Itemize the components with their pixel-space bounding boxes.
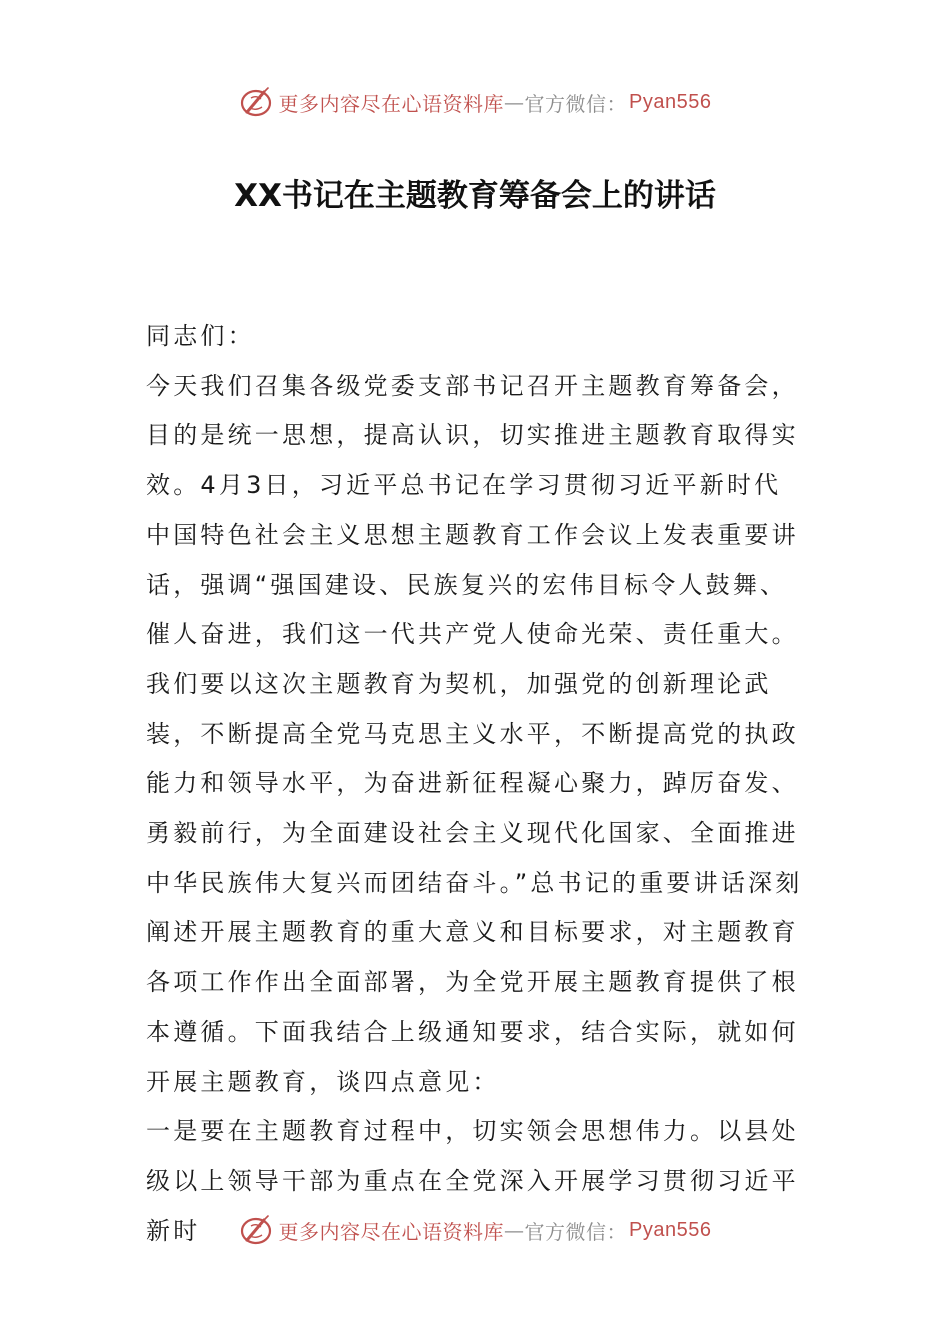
paragraph: 一是要在主题教育过程中，切实领会思想伟力。以县处级以上领导干部为重点在全党深入开展学习贯彻习近平新时 bbox=[146, 1117, 799, 1245]
banner-slogan: 更多内容尽在心语资料库 bbox=[278, 1219, 505, 1244]
banner-separator: — bbox=[504, 1218, 525, 1242]
banner-wechat-label: 官方微信： bbox=[524, 1219, 628, 1244]
banner-separator: — bbox=[504, 90, 525, 114]
pen-logo-icon bbox=[239, 84, 275, 120]
paragraph: 今天我们召集各级党委支部书记召开主题教育筹备会，目的是统一思想，提高认识，切实推进主题教育取得实效。4月3日，习近平总书记在学习贯彻习近平新时代中国特色社会主义思想主题教育工作会议上发表重要讲话，强调“强国建设、民族复兴的宏伟目标令人鼓舞、催人奋进，我们这一代共产党人使命光荣、责任重大。我们要以这次主题教育为契机，加强党的创新理论武装，不断提高全党马克思主义水平，不断提高党的执政能力和领导水平，为奋进新征程凝心聚力，踔厉奋发、勇毅前行，为全面建设社会主义现代化国家、全面推进中华民族伟大复兴而团结奋斗。”总书记的重要讲话深刻阐述开展主题教育的重大意义和目标要求，对主题教育各项工作作出全面部署，为全党开展主题教育提供了根本遵循。下面我结合上级通知要求，结合实际，就如何开展主题教育，谈四点意见： bbox=[146, 371, 803, 1096]
banner-wechat-id: Pyan556 bbox=[629, 90, 712, 113]
banner-slogan: 更多内容尽在心语资料库 bbox=[278, 91, 505, 116]
banner-wechat-label: 官方微信： bbox=[524, 91, 628, 116]
header-watermark-banner bbox=[0, 82, 950, 122]
footer-watermark-banner bbox=[0, 1210, 950, 1250]
salutation: 同志们： bbox=[146, 322, 255, 350]
document-title: XX书记在主题教育筹备会上的讲话 bbox=[234, 178, 716, 214]
document-body bbox=[146, 312, 806, 1256]
banner-wechat-id: Pyan556 bbox=[629, 1218, 712, 1241]
pen-logo-icon bbox=[239, 1212, 275, 1248]
